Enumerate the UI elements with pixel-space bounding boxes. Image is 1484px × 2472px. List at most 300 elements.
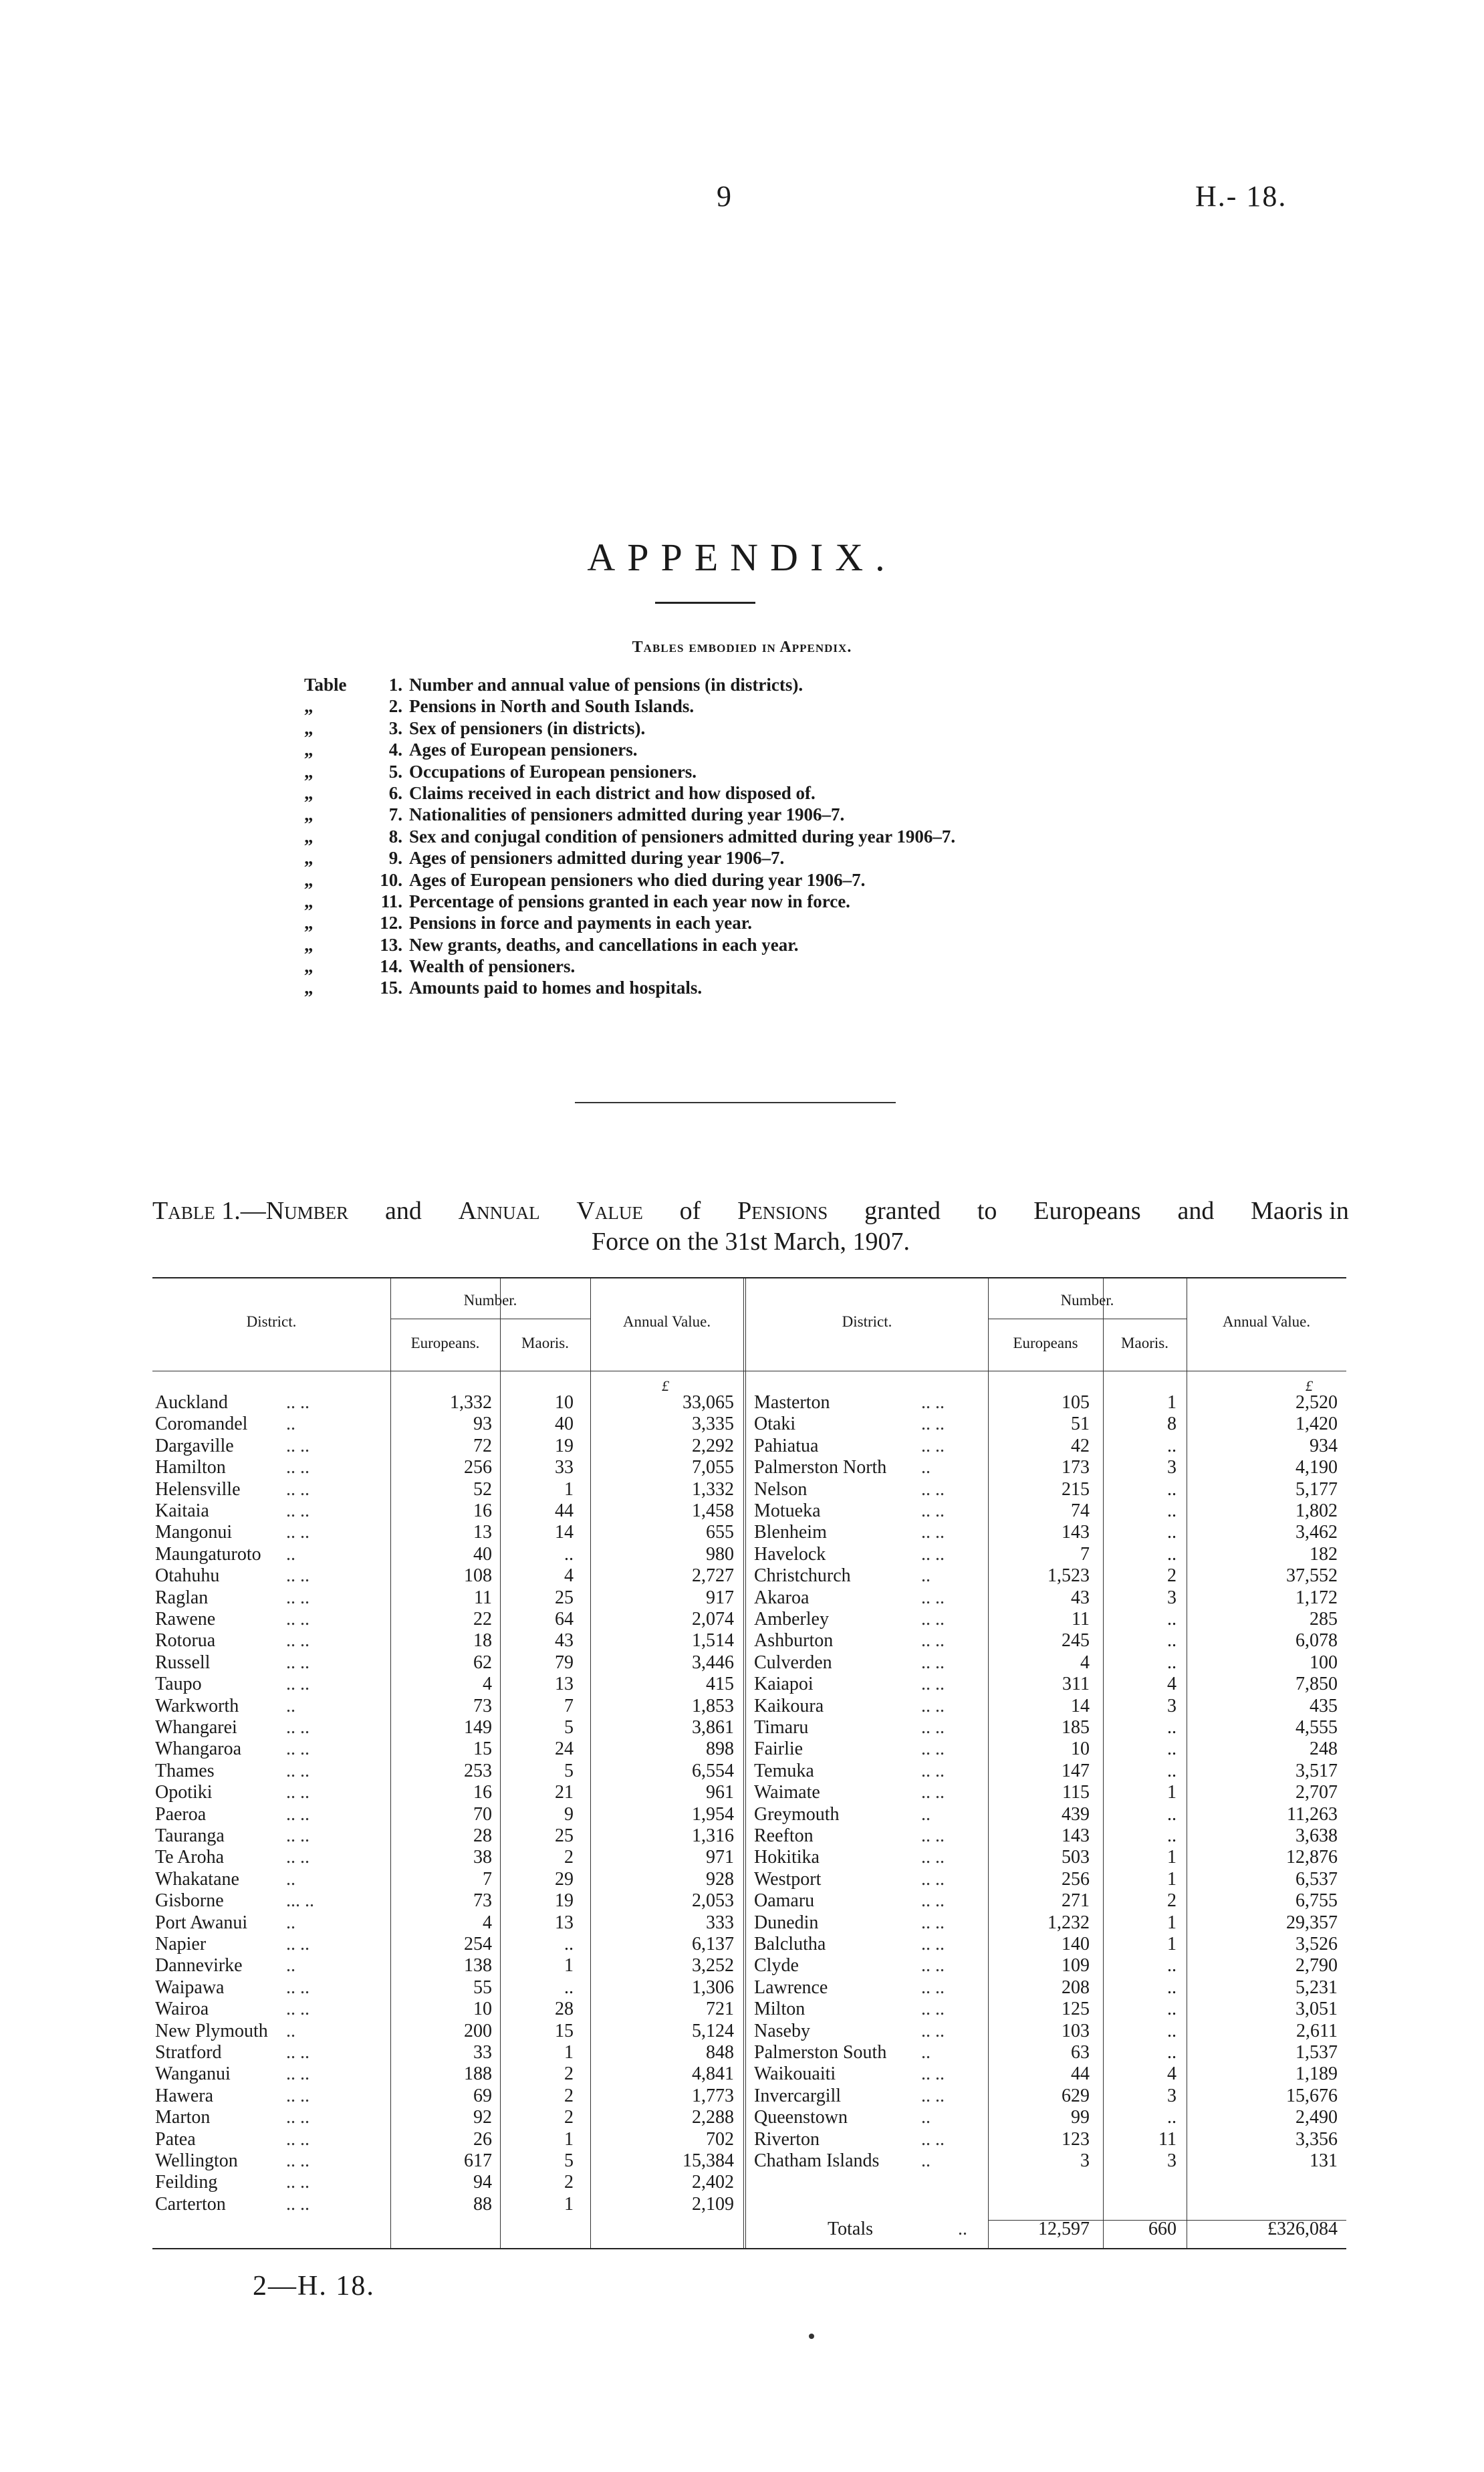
maoris-count: 3 [1167,1457,1177,1478]
europeans-count: 38 [473,1847,492,1868]
toc-text: Pensions in North and South Islands. [409,696,695,717]
europeans-count: 70 [473,1803,492,1825]
appendix-title: APPENDIX. [587,536,897,579]
europeans-count: 10 [473,1999,492,2020]
toc-text: Number and annual value of pensions (in districts). [409,675,803,695]
annual-value: 2,707 [1295,1782,1338,1803]
leader-dots: .. .. [921,1435,945,1456]
europeans-count: 200 [464,2020,492,2041]
annual-value: 2,053 [692,1890,734,1912]
toc-lead: „ [304,696,314,717]
annual-value: 971 [706,1847,734,1868]
maoris-count: .. [1167,2042,1177,2063]
header-district: District. [246,1313,297,1330]
district-name: Wanganui [155,2063,231,2085]
leader-dots: .. .. [286,2107,310,2128]
leader-dots: .. .. [286,2172,310,2193]
district-name: Taupo [155,1674,202,1695]
header-maoris-right: Maoris. [1121,1335,1168,1351]
pound-sign: £ [662,1377,669,1394]
europeans-count: 16 [473,1782,492,1803]
europeans-count: 253 [464,1760,492,1781]
district-name: Coromandel [155,1414,248,1435]
district-name: Dunedin [754,1912,819,1933]
maoris-count: .. [1167,1543,1177,1565]
district-name: Nelson [754,1478,808,1500]
toc-num: 11. [380,891,402,911]
district-name: Waikouaiti [754,2063,836,2085]
annual-value: 7,850 [1295,1674,1338,1695]
maoris-count: 1 [564,2042,574,2063]
toc-lead: „ [304,782,314,803]
leader-dots: .. .. [921,1999,945,2020]
toc-item [304,695,955,717]
toc-item [304,739,955,760]
annual-value: 2,402 [692,2172,734,2193]
europeans-count: 14 [1071,1695,1090,1716]
district-name: Clyde [754,1955,799,1977]
annual-value: 4,841 [692,2063,734,2085]
col-rule-double [743,1278,746,2248]
annual-value: 1,189 [1295,2063,1338,2085]
maoris-count: 3 [1167,2085,1177,2106]
annual-value: 37,552 [1286,1565,1338,1587]
leader-dots: .. .. [921,1934,945,1954]
leader-dots: .. .. [921,1500,945,1521]
caption-word: Maoris in [1251,1197,1349,1225]
leader-dots: .. [286,1955,295,1977]
annual-value: 898 [706,1738,734,1760]
district-name: Auckland [155,1392,228,1413]
toc-item [304,804,955,825]
leader-dots: .. .. [286,2085,310,2106]
district-name: Palmerston North [754,1457,887,1478]
europeans-count: 245 [1062,1630,1090,1652]
header-annual-value: Annual Value. [622,1313,711,1330]
europeans-count: 108 [464,1565,492,1587]
europeans-count: 99 [1071,2107,1090,2128]
europeans-count: 7 [1080,1543,1090,1565]
district-name: Masterton [754,1392,830,1413]
europeans-count: 88 [473,2193,492,2215]
table-caption [152,1196,1349,1257]
maoris-count: .. [1167,1738,1177,1760]
annual-value: 2,288 [692,2107,734,2128]
toc-lead: „ [304,804,314,825]
europeans-count: 254 [464,1934,492,1954]
totals-dots: .. [958,2219,967,2239]
district-name: Pahiatua [754,1435,819,1456]
leader-dots: .. .. [921,1868,945,1890]
europeans-count: 617 [464,2150,492,2171]
maoris-count: 21 [555,1782,574,1803]
toc-text: Wealth of pensioners. [409,956,576,977]
europeans-count: 256 [1062,1868,1090,1890]
annual-value: 415 [706,1674,734,1695]
leader-dots: .. .. [286,1847,310,1868]
maoris-count: 64 [555,1609,574,1630]
toc-item [304,891,955,912]
page-number: 9 [717,180,731,213]
district-name: Carterton [155,2193,226,2215]
europeans-count: 33 [473,2042,492,2063]
toc-num: 14. [380,956,402,977]
leader-dots: .. .. [286,1630,310,1652]
toc-lead: „ [304,913,314,933]
annual-value: 5,177 [1295,1478,1338,1500]
europeans-count: 51 [1071,1414,1090,1435]
annual-value: 2,074 [692,1609,734,1630]
toc-text: Ages of pensioners admitted during year 1906–7. [409,848,785,869]
leader-dots: .. .. [921,1478,945,1500]
annual-value: 1,458 [692,1500,734,1521]
header-europeans-right: Europeans [1013,1335,1078,1351]
totals-annual-value: £326,084 [1267,2219,1338,2239]
europeans-count: 4 [483,1674,492,1695]
annual-value: 1,420 [1295,1414,1338,1435]
maoris-count: 9 [564,1803,574,1825]
maoris-count: .. [564,1934,574,1954]
district-name: Dannevirke [155,1955,243,1977]
maoris-count: 28 [555,1999,574,2020]
annual-value: 11,263 [1287,1803,1338,1825]
toc-text: Pensions in force and payments in each year. [409,913,753,933]
maoris-count: 15 [555,2020,574,2041]
district-name: Whakatane [155,1868,239,1890]
toc-item [304,869,955,891]
title-rule [655,602,755,604]
leader-dots: .. .. [921,1782,945,1803]
district-name: Napier [155,1934,207,1954]
europeans-count: 93 [473,1414,492,1435]
maoris-count: .. [1167,1825,1177,1846]
maoris-count: 13 [555,1912,574,1933]
leader-dots: .. .. [286,2063,310,2085]
leader-dots: .. .. [286,1782,310,1803]
leader-dots: .. .. [286,1609,310,1630]
district-name: Invercargill [754,2085,842,2106]
maoris-count: 2 [564,1847,574,1868]
maoris-count: 4 [1167,2063,1177,2085]
caption-word: granted [864,1197,941,1225]
annual-value: 333 [706,1912,734,1933]
toc-lead: „ [304,978,314,998]
leader-dots: .. .. [921,1695,945,1716]
leader-dots: .. .. [286,2150,310,2171]
europeans-count: 439 [1062,1803,1090,1825]
europeans-count: 28 [473,1825,492,1846]
district-name: Marton [155,2107,211,2128]
maoris-count: 25 [555,1825,574,1846]
leader-dots: .. .. [286,1717,310,1738]
europeans-count: 188 [464,2063,492,2085]
europeans-count: 43 [1071,1587,1090,1608]
district-name: Tauranga [155,1825,225,1846]
europeans-count: 123 [1062,2128,1090,2150]
district-name: Rotorua [155,1630,216,1652]
maoris-count: 1 [1167,1847,1177,1868]
maoris-count: .. [1167,1652,1177,1673]
district-name: Helensville [155,1478,241,1500]
caption-label: Table 1.—Number [152,1197,349,1225]
leader-dots: .. .. [921,1847,945,1868]
district-name: Oamaru [754,1890,815,1912]
leader-dots: .. .. [286,1999,310,2020]
annual-value: 980 [706,1543,734,1565]
europeans-count: 26 [473,2128,492,2150]
leader-dots: .. .. [921,1522,945,1543]
maoris-count: 1 [1167,1392,1177,1413]
annual-value: 4,190 [1295,1457,1338,1478]
europeans-count: 42 [1071,1435,1090,1456]
maoris-count: 2 [564,2063,574,2085]
europeans-count: 16 [473,1500,492,1521]
annual-value: 3,356 [1295,2128,1338,2150]
europeans-count: 73 [473,1890,492,1912]
district-name: Stratford [155,2042,222,2063]
district-name: Dargaville [155,1435,234,1456]
toc-lead: „ [304,848,314,869]
toc-item [304,956,955,977]
caption-word: to [977,1197,997,1225]
toc-item [304,782,955,804]
leader-dots: .. .. [921,1674,945,1695]
district-name: Greymouth [754,1803,840,1825]
maoris-count: 2 [564,2107,574,2128]
annual-value: 182 [1310,1543,1338,1565]
europeans-count: 149 [464,1717,492,1738]
europeans-count: 147 [1062,1760,1090,1781]
europeans-count: 138 [464,1955,492,1977]
leader-dots: .. .. [921,1890,945,1912]
annual-value: 1,514 [692,1630,734,1652]
district-name: Havelock [754,1543,826,1565]
pension-table [152,1277,1346,2249]
maoris-count: .. [1167,1630,1177,1652]
europeans-count: 4 [1080,1652,1090,1673]
district-name: Gisborne [155,1890,224,1912]
district-name: Amberley [754,1609,829,1630]
district-name: Culverden [754,1652,832,1673]
annual-value: 1,332 [692,1478,734,1500]
maoris-count: 40 [555,1414,574,1435]
leader-dots: .. .. [286,1674,310,1695]
leader-dots: ... .. [286,1890,314,1912]
toc-lead: „ [304,740,314,760]
annual-value: 1,773 [692,2085,734,2106]
toc-num: 12. [380,913,402,933]
toc-lead: „ [304,826,314,847]
europeans-count: 11 [1072,1609,1090,1630]
toc-item [304,826,955,847]
district-name: Whangarei [155,1717,237,1738]
annual-value: 6,755 [1295,1890,1338,1912]
leader-dots: .. .. [921,1738,945,1760]
district-name: Timaru [754,1717,809,1738]
maoris-count: .. [1167,2020,1177,2041]
header-number: Number. [463,1292,517,1309]
europeans-count: 173 [1062,1457,1090,1478]
toc-text: Ages of European pensioners. [409,740,638,760]
toc-item [304,717,955,739]
district-name: Temuka [754,1760,814,1781]
district-name: Kaitaia [155,1500,209,1521]
europeans-count: 105 [1062,1392,1090,1413]
district-name: Christchurch [754,1565,851,1587]
annual-value: 29,357 [1286,1912,1338,1933]
leader-dots: .. [286,1868,295,1890]
maoris-count: .. [1167,1760,1177,1781]
leader-dots: .. [921,2042,931,2063]
europeans-count: 69 [473,2085,492,2106]
annual-value: 721 [706,1999,734,2020]
maoris-count: 25 [555,1587,574,1608]
europeans-count: 4 [483,1912,492,1933]
annual-value: 6,137 [692,1934,734,1954]
maoris-count: 1 [564,2128,574,2150]
caption-word: and [384,1197,422,1225]
europeans-count: 1,523 [1047,1565,1090,1587]
district-name: Hokitika [754,1847,820,1868]
toc-item [304,674,955,695]
toc-num: 3. [388,717,402,738]
annual-value: 131 [1310,2150,1338,2171]
district-name: Ashburton [754,1630,834,1652]
leader-dots: .. .. [921,1414,945,1435]
leader-dots: .. .. [286,1803,310,1825]
district-name: Waimate [754,1782,820,1803]
maoris-count: 14 [555,1522,574,1543]
toc-lead: Table [304,675,347,695]
toc-item [304,977,955,998]
toc-num: 13. [380,934,402,955]
maoris-count: .. [1167,1717,1177,1738]
annual-value: 3,446 [692,1652,734,1673]
toc-text: Ages of European pensioners who died during year 1906–7. [409,869,866,890]
maoris-count: 5 [564,2150,574,2171]
district-name: Motueka [754,1500,821,1521]
maoris-count: 44 [555,1500,574,1521]
leader-dots: .. .. [286,2193,310,2215]
stray-mark [809,2334,814,2339]
district-name: Mangonui [155,1522,233,1543]
europeans-count: 92 [473,2107,492,2128]
maoris-count: 2 [1167,1890,1177,1912]
district-name: Kaikoura [754,1695,824,1716]
toc-num: 8. [388,826,402,847]
toc-text: Claims received in each district and how disposed of. [409,782,816,803]
europeans-count: 311 [1062,1674,1090,1695]
caption-word: Europeans [1033,1197,1141,1225]
maoris-count: 19 [555,1435,574,1456]
annual-value: 5,124 [692,2020,734,2041]
annual-value: 15,384 [683,2150,734,2171]
district-name: Raglan [155,1587,209,1608]
maoris-count: 1 [564,1478,574,1500]
toc-lead: „ [304,891,314,911]
district-name: Fairlie [754,1738,803,1760]
annual-value: 2,109 [692,2193,734,2215]
district-name: Lawrence [754,1977,828,1998]
maoris-count: .. [1167,1435,1177,1456]
annual-value: 702 [706,2128,734,2150]
annual-value: 1,802 [1295,1500,1338,1521]
annual-value: 7,055 [692,1457,734,1478]
europeans-count: 18 [473,1630,492,1652]
leader-dots: .. .. [921,2063,945,2085]
maoris-count: .. [1167,1522,1177,1543]
maoris-count: 2 [1167,1565,1177,1587]
leader-dots: .. .. [286,1760,310,1781]
annual-value: 2,790 [1295,1955,1338,1977]
annual-value: 6,554 [692,1760,734,1781]
district-name: Otahuhu [155,1565,220,1587]
annual-value: 435 [1310,1695,1338,1716]
header-district-right: District. [842,1313,892,1330]
leader-dots: .. .. [921,1630,945,1652]
leader-dots: .. .. [921,2128,945,2150]
annual-value: 2,292 [692,1435,734,1456]
leader-dots: .. .. [286,1435,310,1456]
toc-num: 5. [388,761,402,782]
header-maoris: Maoris. [521,1335,569,1351]
leader-dots: .. .. [921,1652,945,1673]
annual-value: 3,517 [1295,1760,1338,1781]
maoris-count: 3 [1167,2150,1177,2171]
maoris-count: 5 [564,1717,574,1738]
toc-num: 6. [388,782,402,803]
leader-dots: .. .. [286,1825,310,1846]
annual-value: 100 [1310,1652,1338,1673]
annual-value: 3,638 [1295,1825,1338,1846]
europeans-count: 44 [1071,2063,1090,2085]
annual-value: 33,065 [683,1392,734,1413]
leader-dots: .. [286,1414,295,1435]
toc-lead: „ [304,717,314,738]
district-name: Otaki [754,1414,796,1435]
maoris-count: 2 [564,2172,574,2193]
europeans-count: 125 [1062,1999,1090,2020]
leader-dots: .. .. [286,1934,310,1954]
maoris-count: .. [1167,1999,1177,2020]
header-annual-value-right: Annual Value. [1222,1313,1311,1330]
annual-value: 1,316 [692,1825,734,1846]
district-name: Feilding [155,2172,218,2193]
annual-value: 2,611 [1296,2020,1338,2041]
district-name: Chatham Islands [754,2150,880,2171]
totals-europeans: 12,597 [1038,2219,1090,2239]
annual-value: 934 [1310,1435,1338,1456]
maoris-count: 10 [555,1392,574,1413]
maoris-count: .. [1167,1977,1177,1998]
district-name: Port Awanui [155,1912,248,1933]
district-name: New Plymouth [155,2020,268,2041]
leader-dots: .. [286,1543,295,1565]
district-name: Reefton [754,1825,814,1846]
toc-item [304,761,955,782]
district-name: Whangaroa [155,1738,242,1760]
maoris-count: 24 [555,1738,574,1760]
leader-dots: .. .. [286,1457,310,1478]
caption-line2: Force on the 31st March, 1907. [592,1228,910,1256]
europeans-count: 10 [1071,1738,1090,1760]
europeans-count: 1,332 [450,1392,492,1413]
europeans-count: 109 [1062,1955,1090,1977]
maoris-count: 1 [1167,1934,1177,1954]
maoris-count: 19 [555,1890,574,1912]
annual-value: 285 [1310,1609,1338,1630]
leader-dots: .. .. [921,2085,945,2106]
